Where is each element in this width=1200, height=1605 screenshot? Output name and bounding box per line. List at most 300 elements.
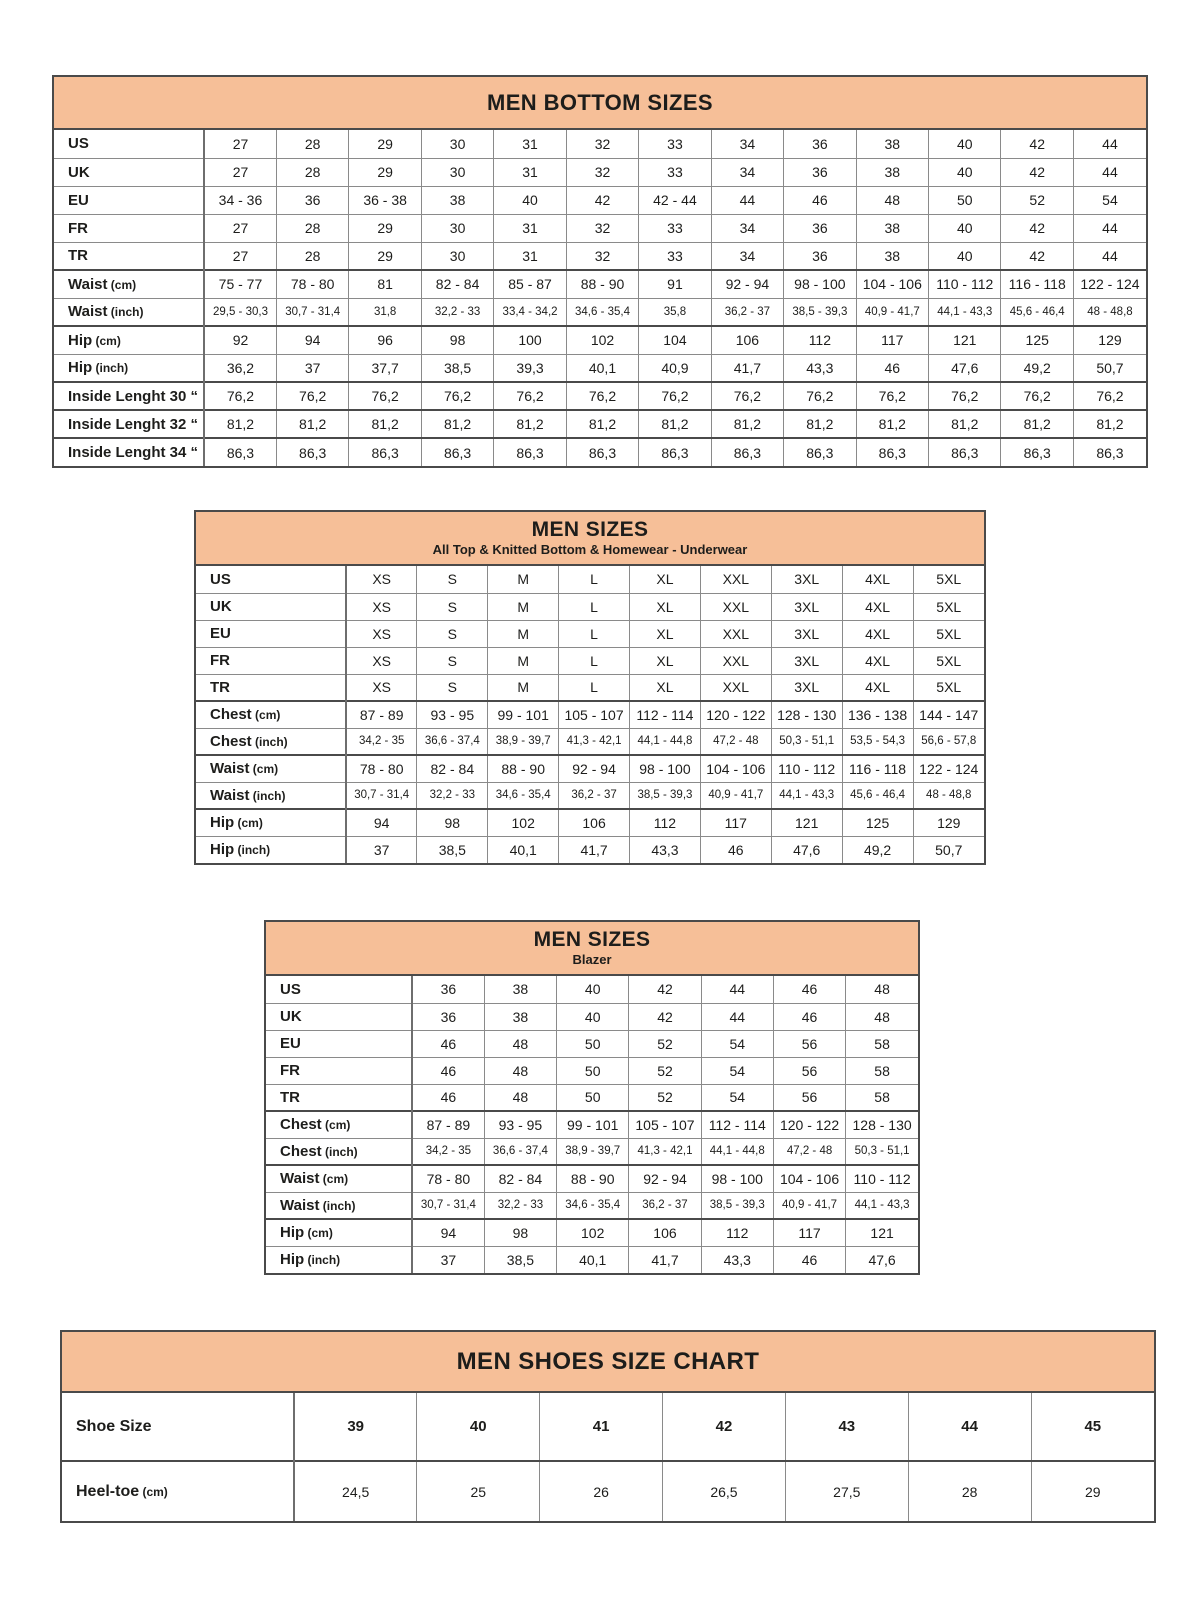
table-cell: 82 - 84 bbox=[417, 755, 488, 782]
table-cell: 92 - 94 bbox=[629, 1165, 701, 1192]
table-cell: 116 - 118 bbox=[1001, 270, 1073, 298]
table-cell: 144 - 147 bbox=[913, 701, 984, 728]
table-cell: 104 - 106 bbox=[773, 1165, 845, 1192]
table-cell: 46 bbox=[700, 836, 771, 863]
table-cell: 39 bbox=[294, 1393, 417, 1461]
table-cell: 29 bbox=[349, 242, 421, 270]
table-cell: 30,7 - 31,4 bbox=[412, 1192, 484, 1219]
table-cell: 117 bbox=[700, 809, 771, 836]
table-cell: 106 bbox=[559, 809, 630, 836]
table-cell: 87 - 89 bbox=[346, 701, 417, 728]
row-label: Waist (cm) bbox=[54, 270, 204, 298]
table-cell: 35,8 bbox=[639, 298, 711, 326]
row-label: FR bbox=[266, 1057, 412, 1084]
table-row bbox=[196, 836, 984, 863]
table-cell: 30,7 - 31,4 bbox=[346, 782, 417, 809]
table-cell: 46 bbox=[412, 1030, 484, 1057]
table-row bbox=[196, 809, 984, 836]
table-cell: 112 bbox=[701, 1219, 773, 1246]
table-cell: 50 bbox=[557, 1084, 629, 1111]
table-cell: XL bbox=[630, 647, 701, 674]
table-cell: 46 bbox=[412, 1057, 484, 1084]
table-cell: 37 bbox=[276, 354, 348, 382]
table-cell: 52 bbox=[1001, 186, 1073, 214]
row-label-unit: (cm) bbox=[304, 1226, 333, 1241]
table-cell: XS bbox=[346, 620, 417, 647]
row-label: Inside Lenght 32 “ bbox=[54, 410, 204, 438]
table-cell: 34,2 - 35 bbox=[412, 1138, 484, 1165]
row-label: Hip (inch) bbox=[196, 836, 346, 863]
table-cell: 28 bbox=[276, 242, 348, 270]
table-cell: 91 bbox=[639, 270, 711, 298]
table-cell: 44 bbox=[1073, 214, 1146, 242]
table-header-band bbox=[54, 77, 1146, 130]
table-cell: 58 bbox=[846, 1030, 918, 1057]
table-cell: 94 bbox=[276, 326, 348, 354]
table-cell: 41,3 - 42,1 bbox=[629, 1138, 701, 1165]
table-cell: 86,3 bbox=[566, 438, 638, 466]
table-cell: 29 bbox=[1031, 1461, 1154, 1521]
table-cell: 48 - 48,8 bbox=[1073, 298, 1146, 326]
table-cell: 117 bbox=[856, 326, 928, 354]
size-grid bbox=[54, 130, 1146, 466]
table-cell: 33,4 - 34,2 bbox=[494, 298, 566, 326]
table-title: MEN SHOES SIZE CHART bbox=[456, 1348, 760, 1375]
table-cell: 105 - 107 bbox=[559, 701, 630, 728]
table-cell: 3XL bbox=[771, 620, 842, 647]
table-cell: XS bbox=[346, 593, 417, 620]
table-cell: 121 bbox=[771, 809, 842, 836]
men-shoes-size-chart-table bbox=[60, 1330, 1156, 1523]
table-cell: 86,3 bbox=[711, 438, 783, 466]
table-cell: 29 bbox=[349, 214, 421, 242]
table-cell: 50,7 bbox=[913, 836, 984, 863]
row-label: EU bbox=[266, 1030, 412, 1057]
row-label-unit: (inch) bbox=[251, 734, 288, 749]
table-title: MEN SIZES bbox=[531, 518, 649, 541]
table-row bbox=[196, 728, 984, 755]
table-cell: 112 bbox=[784, 326, 856, 354]
table-row bbox=[266, 976, 918, 1003]
table-row bbox=[196, 647, 984, 674]
table-row bbox=[266, 1219, 918, 1246]
table-row bbox=[266, 1030, 918, 1057]
table-cell: 37,7 bbox=[349, 354, 421, 382]
table-cell: 98 bbox=[484, 1219, 556, 1246]
table-row bbox=[54, 130, 1146, 158]
table-cell: 81,2 bbox=[711, 410, 783, 438]
table-cell: 42 bbox=[566, 186, 638, 214]
table-cell: 38 bbox=[421, 186, 493, 214]
table-cell: 48 bbox=[484, 1030, 556, 1057]
table-cell: 29 bbox=[349, 158, 421, 186]
table-cell: 27 bbox=[204, 130, 276, 158]
table-cell: 27 bbox=[204, 242, 276, 270]
table-cell: 40 bbox=[557, 976, 629, 1003]
table-cell: 37 bbox=[412, 1246, 484, 1273]
table-cell: 40,1 bbox=[488, 836, 559, 863]
table-row bbox=[54, 410, 1146, 438]
table-cell: 106 bbox=[711, 326, 783, 354]
table-cell: 86,3 bbox=[494, 438, 566, 466]
row-label: FR bbox=[196, 647, 346, 674]
table-cell: 41,7 bbox=[711, 354, 783, 382]
table-cell: 128 - 130 bbox=[846, 1111, 918, 1138]
table-cell: 100 bbox=[494, 326, 566, 354]
table-cell: 36 bbox=[784, 158, 856, 186]
table-cell: 45 bbox=[1031, 1393, 1154, 1461]
row-label: UK bbox=[54, 158, 204, 186]
table-cell: 86,3 bbox=[276, 438, 348, 466]
table-cell: 32,2 - 33 bbox=[421, 298, 493, 326]
table-cell: 49,2 bbox=[842, 836, 913, 863]
row-label-unit: (inch) bbox=[234, 843, 271, 858]
table-cell: 36,2 - 37 bbox=[711, 298, 783, 326]
table-header-band bbox=[266, 922, 918, 976]
row-label: TR bbox=[266, 1084, 412, 1111]
table-cell: M bbox=[488, 674, 559, 701]
table-row bbox=[54, 186, 1146, 214]
table-cell: 50 bbox=[929, 186, 1001, 214]
table-cell: 54 bbox=[701, 1084, 773, 1111]
table-cell: 52 bbox=[629, 1057, 701, 1084]
table-cell: 105 - 107 bbox=[629, 1111, 701, 1138]
table-cell: 76,2 bbox=[784, 382, 856, 410]
table-cell: 86,3 bbox=[204, 438, 276, 466]
table-cell: 47,2 - 48 bbox=[700, 728, 771, 755]
table-cell: 50,3 - 51,1 bbox=[846, 1138, 918, 1165]
table-row bbox=[196, 593, 984, 620]
table-row bbox=[196, 566, 984, 593]
table-cell: L bbox=[559, 593, 630, 620]
table-cell: XL bbox=[630, 674, 701, 701]
table-cell: 38,5 bbox=[417, 836, 488, 863]
row-label-unit: (cm) bbox=[319, 1172, 349, 1187]
table-cell: L bbox=[559, 620, 630, 647]
table-cell: 38 bbox=[484, 976, 556, 1003]
table-cell: 76,2 bbox=[494, 382, 566, 410]
table-cell: 46 bbox=[773, 1246, 845, 1273]
table-cell: 47,2 - 48 bbox=[773, 1138, 845, 1165]
table-cell: 27 bbox=[204, 214, 276, 242]
table-cell: XS bbox=[346, 674, 417, 701]
table-cell: 3XL bbox=[771, 647, 842, 674]
table-cell: M bbox=[488, 593, 559, 620]
table-cell: XL bbox=[630, 593, 701, 620]
table-row bbox=[266, 1165, 918, 1192]
table-cell: 92 - 94 bbox=[711, 270, 783, 298]
table-cell: 31 bbox=[494, 158, 566, 186]
table-cell: 38,9 - 39,7 bbox=[488, 728, 559, 755]
row-label-unit: (inch) bbox=[304, 1253, 341, 1268]
table-cell: 86,3 bbox=[349, 438, 421, 466]
table-cell: S bbox=[417, 674, 488, 701]
table-cell: 42 bbox=[1001, 214, 1073, 242]
table-cell: M bbox=[488, 620, 559, 647]
row-label-unit: (cm) bbox=[92, 333, 121, 348]
table-cell: 36,2 bbox=[204, 354, 276, 382]
table-cell: 34,6 - 35,4 bbox=[488, 782, 559, 809]
table-cell: 75 - 77 bbox=[204, 270, 276, 298]
row-label: Hip (cm) bbox=[54, 326, 204, 354]
table-cell: 34 bbox=[711, 130, 783, 158]
table-cell: 40 bbox=[494, 186, 566, 214]
table-cell: XXL bbox=[700, 593, 771, 620]
table-cell: 49,2 bbox=[1001, 354, 1073, 382]
table-cell: 33 bbox=[639, 242, 711, 270]
table-cell: 58 bbox=[846, 1084, 918, 1111]
row-label: US bbox=[196, 566, 346, 593]
table-cell: 39,3 bbox=[494, 354, 566, 382]
row-label: Inside Lenght 34 “ bbox=[54, 438, 204, 466]
table-cell: 120 - 122 bbox=[773, 1111, 845, 1138]
table-row bbox=[54, 242, 1146, 270]
table-cell: 125 bbox=[1001, 326, 1073, 354]
table-cell: 76,2 bbox=[276, 382, 348, 410]
table-cell: 50,7 bbox=[1073, 354, 1146, 382]
table-row bbox=[54, 382, 1146, 410]
table-cell: 40,1 bbox=[566, 354, 638, 382]
row-label-unit: (inch) bbox=[92, 361, 129, 376]
table-cell: 31,8 bbox=[349, 298, 421, 326]
table-cell: 28 bbox=[276, 158, 348, 186]
table-cell: 30 bbox=[421, 158, 493, 186]
table-cell: 44,1 - 43,3 bbox=[929, 298, 1001, 326]
table-cell: 98 bbox=[417, 809, 488, 836]
table-cell: 36 bbox=[412, 1003, 484, 1030]
table-cell: 78 - 80 bbox=[346, 755, 417, 782]
table-cell: 36,6 - 37,4 bbox=[417, 728, 488, 755]
row-label: Heel-toe (cm) bbox=[62, 1461, 294, 1521]
table-cell: 98 - 100 bbox=[630, 755, 701, 782]
table-cell: 34 bbox=[711, 242, 783, 270]
table-cell: 82 - 84 bbox=[421, 270, 493, 298]
table-row bbox=[196, 674, 984, 701]
row-label-unit: (inch) bbox=[107, 305, 144, 320]
table-cell: 86,3 bbox=[421, 438, 493, 466]
row-label: UK bbox=[196, 593, 346, 620]
table-cell: 27 bbox=[204, 158, 276, 186]
table-cell: 4XL bbox=[842, 620, 913, 647]
table-cell: 34 bbox=[711, 158, 783, 186]
table-cell: 42 - 44 bbox=[639, 186, 711, 214]
table-cell: 40,9 - 41,7 bbox=[773, 1192, 845, 1219]
table-cell: 36 bbox=[276, 186, 348, 214]
table-cell: 110 - 112 bbox=[771, 755, 842, 782]
table-cell: 44,1 - 44,8 bbox=[630, 728, 701, 755]
table-row bbox=[54, 214, 1146, 242]
table-cell: 41,3 - 42,1 bbox=[559, 728, 630, 755]
table-cell: 46 bbox=[773, 1003, 845, 1030]
table-row bbox=[54, 438, 1146, 466]
table-cell: 43,3 bbox=[630, 836, 701, 863]
table-cell: 36 bbox=[784, 214, 856, 242]
table-cell: 98 bbox=[421, 326, 493, 354]
table-cell: 98 - 100 bbox=[701, 1165, 773, 1192]
table-cell: L bbox=[559, 674, 630, 701]
table-row bbox=[266, 1111, 918, 1138]
table-cell: 40,9 bbox=[639, 354, 711, 382]
table-cell: 93 - 95 bbox=[417, 701, 488, 728]
table-cell: 4XL bbox=[842, 593, 913, 620]
table-cell: 76,2 bbox=[639, 382, 711, 410]
table-row bbox=[266, 1138, 918, 1165]
table-cell: 102 bbox=[566, 326, 638, 354]
table-cell: 42 bbox=[1001, 130, 1073, 158]
table-cell: XS bbox=[346, 566, 417, 593]
table-cell: 46 bbox=[412, 1084, 484, 1111]
row-label-unit: (inch) bbox=[319, 1198, 356, 1213]
table-cell: 44,1 - 44,8 bbox=[701, 1138, 773, 1165]
table-cell: 5XL bbox=[913, 620, 984, 647]
row-label: Chest (cm) bbox=[196, 701, 346, 728]
table-cell: 94 bbox=[412, 1219, 484, 1246]
table-row bbox=[196, 755, 984, 782]
table-cell: 37 bbox=[346, 836, 417, 863]
table-cell: 94 bbox=[346, 809, 417, 836]
table-cell: 40 bbox=[557, 1003, 629, 1030]
table-cell: 29,5 - 30,3 bbox=[204, 298, 276, 326]
table-cell: S bbox=[417, 620, 488, 647]
table-cell: 38 bbox=[856, 214, 928, 242]
table-cell: 82 - 84 bbox=[484, 1165, 556, 1192]
table-cell: 38 bbox=[856, 130, 928, 158]
table-cell: 31 bbox=[494, 242, 566, 270]
men-sizes-tops-table bbox=[194, 510, 986, 865]
table-cell: 76,2 bbox=[349, 382, 421, 410]
table-cell: 86,3 bbox=[929, 438, 1001, 466]
table-cell: 38 bbox=[484, 1003, 556, 1030]
table-cell: 125 bbox=[842, 809, 913, 836]
row-label: Waist (inch) bbox=[266, 1192, 412, 1219]
table-cell: 81,2 bbox=[276, 410, 348, 438]
table-cell: 122 - 124 bbox=[1073, 270, 1146, 298]
table-cell: 36 bbox=[784, 242, 856, 270]
table-cell: 44 bbox=[701, 976, 773, 1003]
table-cell: 41,7 bbox=[629, 1246, 701, 1273]
table-cell: 38,5 - 39,3 bbox=[630, 782, 701, 809]
table-cell: 5XL bbox=[913, 674, 984, 701]
row-label: Hip (cm) bbox=[196, 809, 346, 836]
table-cell: 121 bbox=[929, 326, 1001, 354]
table-row bbox=[54, 298, 1146, 326]
row-label: UK bbox=[266, 1003, 412, 1030]
table-cell: 87 - 89 bbox=[412, 1111, 484, 1138]
table-cell: 56 bbox=[773, 1084, 845, 1111]
table-cell: 76,2 bbox=[204, 382, 276, 410]
table-cell: 41,7 bbox=[559, 836, 630, 863]
size-grid bbox=[266, 976, 918, 1273]
table-cell: M bbox=[488, 566, 559, 593]
table-cell: 38,5 - 39,3 bbox=[701, 1192, 773, 1219]
table-cell: 36,2 - 37 bbox=[629, 1192, 701, 1219]
table-cell: 42 bbox=[629, 976, 701, 1003]
table-cell: 47,6 bbox=[929, 354, 1001, 382]
row-label: TR bbox=[196, 674, 346, 701]
table-cell: 104 - 106 bbox=[700, 755, 771, 782]
table-cell: 81,2 bbox=[349, 410, 421, 438]
table-row bbox=[266, 1192, 918, 1219]
table-cell: XXL bbox=[700, 674, 771, 701]
table-cell: 30,7 - 31,4 bbox=[276, 298, 348, 326]
table-cell: 4XL bbox=[842, 647, 913, 674]
table-cell: 50,3 - 51,1 bbox=[771, 728, 842, 755]
table-cell: 102 bbox=[488, 809, 559, 836]
table-cell: 110 - 112 bbox=[929, 270, 1001, 298]
row-label-unit: (inch) bbox=[249, 788, 286, 803]
table-cell: 48 bbox=[856, 186, 928, 214]
table-row bbox=[266, 1084, 918, 1111]
table-row bbox=[62, 1393, 1154, 1461]
table-cell: 25 bbox=[417, 1461, 540, 1521]
table-row bbox=[196, 701, 984, 728]
table-cell: 98 - 100 bbox=[784, 270, 856, 298]
table-cell: 110 - 112 bbox=[846, 1165, 918, 1192]
table-cell: 122 - 124 bbox=[913, 755, 984, 782]
table-cell: S bbox=[417, 593, 488, 620]
row-label: US bbox=[266, 976, 412, 1003]
table-cell: 44 bbox=[1073, 158, 1146, 186]
row-label: Chest (cm) bbox=[266, 1111, 412, 1138]
table-cell: 88 - 90 bbox=[557, 1165, 629, 1192]
table-cell: 32 bbox=[566, 214, 638, 242]
table-cell: 99 - 101 bbox=[557, 1111, 629, 1138]
table-cell: XXL bbox=[700, 620, 771, 647]
table-row bbox=[266, 1057, 918, 1084]
table-cell: 32 bbox=[566, 242, 638, 270]
table-cell: 36 bbox=[412, 976, 484, 1003]
table-cell: 26,5 bbox=[663, 1461, 786, 1521]
men-sizes-blazer-table bbox=[264, 920, 920, 1275]
table-cell: 32 bbox=[566, 130, 638, 158]
row-label: Hip (inch) bbox=[266, 1246, 412, 1273]
men-bottom-sizes-table bbox=[52, 75, 1148, 468]
table-cell: S bbox=[417, 647, 488, 674]
table-cell: 76,2 bbox=[1001, 382, 1073, 410]
table-cell: 81,2 bbox=[784, 410, 856, 438]
table-cell: 104 bbox=[639, 326, 711, 354]
table-cell: 93 - 95 bbox=[484, 1111, 556, 1138]
row-label-unit: (cm) bbox=[139, 1484, 168, 1499]
table-cell: 136 - 138 bbox=[842, 701, 913, 728]
table-cell: XXL bbox=[700, 647, 771, 674]
table-cell: 42 bbox=[629, 1003, 701, 1030]
row-label-unit: (cm) bbox=[251, 708, 281, 723]
table-cell: 45,6 - 46,4 bbox=[1001, 298, 1073, 326]
table-cell: 76,2 bbox=[856, 382, 928, 410]
table-cell: 29 bbox=[349, 130, 421, 158]
table-cell: 48 bbox=[484, 1057, 556, 1084]
row-label: EU bbox=[196, 620, 346, 647]
table-row bbox=[54, 354, 1146, 382]
table-cell: 86,3 bbox=[856, 438, 928, 466]
row-label-unit: (cm) bbox=[249, 762, 279, 777]
table-cell: 112 - 114 bbox=[701, 1111, 773, 1138]
table-cell: 34,6 - 35,4 bbox=[557, 1192, 629, 1219]
table-row bbox=[54, 326, 1146, 354]
table-cell: 32 bbox=[566, 158, 638, 186]
table-cell: 47,6 bbox=[771, 836, 842, 863]
table-cell: 5XL bbox=[913, 593, 984, 620]
table-cell: 116 - 118 bbox=[842, 755, 913, 782]
table-cell: 42 bbox=[1001, 242, 1073, 270]
table-cell: 106 bbox=[629, 1219, 701, 1246]
table-cell: 81,2 bbox=[204, 410, 276, 438]
table-cell: 88 - 90 bbox=[488, 755, 559, 782]
table-cell: 46 bbox=[773, 976, 845, 1003]
table-cell: 120 - 122 bbox=[700, 701, 771, 728]
table-cell: 121 bbox=[846, 1219, 918, 1246]
